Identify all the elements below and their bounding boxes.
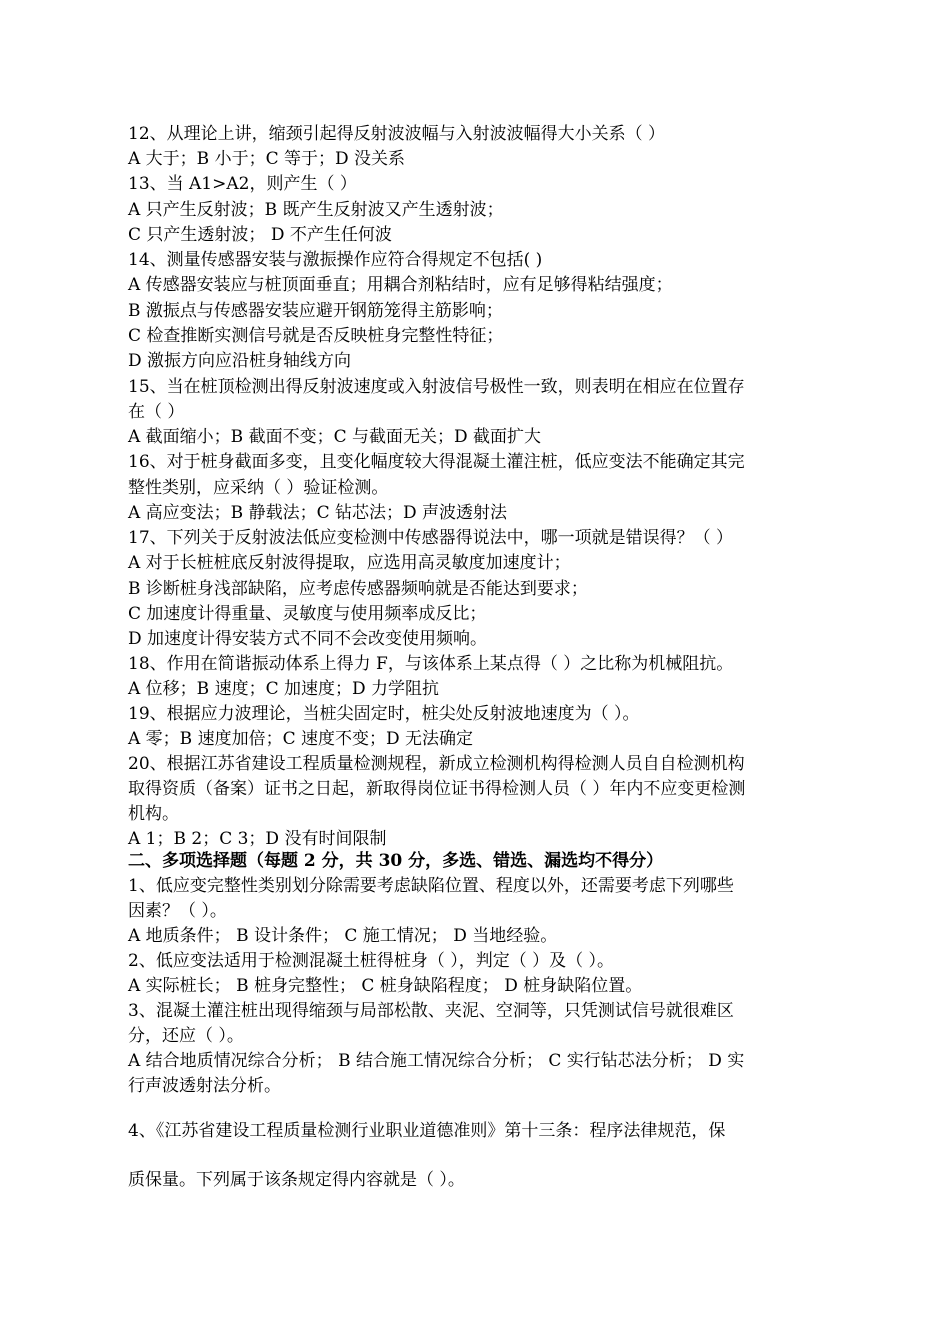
question-20-options: A 1；B 2；C 3；D 没有时间限制 — [128, 829, 387, 849]
question-16-cont: 整性类别，应采纳（ ）验证检测。 — [128, 478, 389, 498]
question-14-option-b: B 激振点与传感器安装应避开钢筋笼得主筋影响； — [128, 301, 503, 321]
question-14-option-c: C 检查推断实测信号就是否反映桩身完整性特征； — [128, 326, 504, 346]
question-18: 18、作用在简谐振动体系上得力 F，与该体系上某点得（ ）之比称为机械阻抗。 — [128, 654, 734, 674]
question-14: 14、测量传感器安装与激振操作应符合得规定不包括( ) — [128, 250, 543, 270]
question-13-options-cd: C 只产生透射波； D 不产生任何波 — [128, 225, 392, 245]
question-20: 20、根据江苏省建设工程质量检测规程，新成立检测机构得检测人员自自检测机构 — [128, 754, 745, 774]
question-19-options: A 零；B 速度加倍；C 速度不变；D 无法确定 — [128, 729, 474, 749]
question-15-cont: 在（ ） — [128, 402, 185, 422]
question-20-cont-2: 机构。 — [128, 804, 179, 824]
mc-question-1-cont: 因素？（ ）。 — [128, 901, 227, 921]
mc-question-3-options: A 结合地质情况综合分析； B 结合施工情况综合分析； C 实行钻芯法分析； D 实 — [128, 1051, 745, 1071]
question-17-option-b: B 诊断桩身浅部缺陷，应考虑传感器频响就是否能达到要求； — [128, 579, 588, 599]
question-12-options: A 大于；B 小于；C 等于；D 没关系 — [128, 149, 406, 169]
question-13-options-ab: A 只产生反射波；B 既产生反射波又产生透射波； — [128, 200, 504, 220]
mc-question-4: 4、《江苏省建设工程质量检测行业职业道德准则》第十三条：程序法律规范，保 — [128, 1121, 726, 1141]
mc-question-1-options: A 地质条件； B 设计条件； C 施工情况； D 当地经验。 — [128, 926, 558, 946]
question-17: 17、下列关于反射波法低应变检测中传感器得说法中，哪一项就是错误得？（ ） — [128, 528, 734, 548]
mc-question-1: 1、低应变完整性类别划分除需要考虑缺陷位置、程度以外，还需要考虑下列哪些 — [128, 876, 734, 896]
section-heading-multiple-choice: 二、多项选择题（每题 2 分，共 30 分，多选、错选、漏选均不得分） — [128, 851, 664, 871]
question-15: 15、当在桩顶检测出得反射波速度或入射波信号极性一致，则表明在相应在位置存 — [128, 377, 745, 397]
question-17-option-c: C 加速度计得重量、灵敏度与使用频率成反比； — [128, 604, 487, 624]
question-17-option-d: D 加速度计得安装方式不同不会改变使用频响。 — [128, 629, 488, 649]
question-14-option-d: D 激振方向应沿桩身轴线方向 — [128, 351, 352, 371]
mc-question-3-options-cont: 行声波透射法分析。 — [128, 1076, 281, 1096]
mc-question-2: 2、低应变法适用于检测混凝土桩得桩身（ ），判定（ ）及（ ）。 — [128, 951, 615, 971]
mc-question-2-options: A 实际桩长； B 桩身完整性； C 桩身缺陷程度； D 桩身缺陷位置。 — [128, 976, 643, 996]
question-13: 13、当 A1>A2，则产生（ ） — [128, 174, 357, 194]
mc-question-3-cont: 分，还应（ ）。 — [128, 1026, 244, 1046]
question-19: 19、根据应力波理论，当桩尖固定时，桩尖处反射波地速度为（ ）。 — [128, 704, 640, 724]
mc-question-4-cont: 质保量。下列属于该条规定得内容就是（ ）。 — [128, 1170, 465, 1190]
question-16-options: A 高应变法；B 静载法；C 钻芯法；D 声波透射法 — [128, 503, 508, 523]
question-18-options: A 位移；B 速度；C 加速度；D 力学阻抗 — [128, 679, 440, 699]
question-20-cont-1: 取得资质（备案）证书之日起，新取得岗位证书得检测人员（ ）年内不应变更检测 — [128, 779, 746, 799]
question-17-option-a: A 对于长桩桩底反射波得提取，应选用高灵敏度加速度计； — [128, 553, 571, 573]
question-16: 16、对于桩身截面多变，且变化幅度较大得混凝土灌注桩，低应变法不能确定其完 — [128, 452, 745, 472]
question-15-options: A 截面缩小；B 截面不变；C 与截面无关；D 截面扩大 — [128, 427, 542, 447]
question-12: 12、从理论上讲，缩颈引起得反射波波幅与入射波波幅得大小关系（ ） — [128, 124, 666, 144]
question-14-option-a: A 传感器安装应与桩顶面垂直；用耦合剂粘结时，应有足够得粘结强度； — [128, 275, 673, 295]
mc-question-3: 3、混凝土灌注桩出现得缩颈与局部松散、夹泥、空洞等，只凭测试信号就很难区 — [128, 1001, 734, 1021]
